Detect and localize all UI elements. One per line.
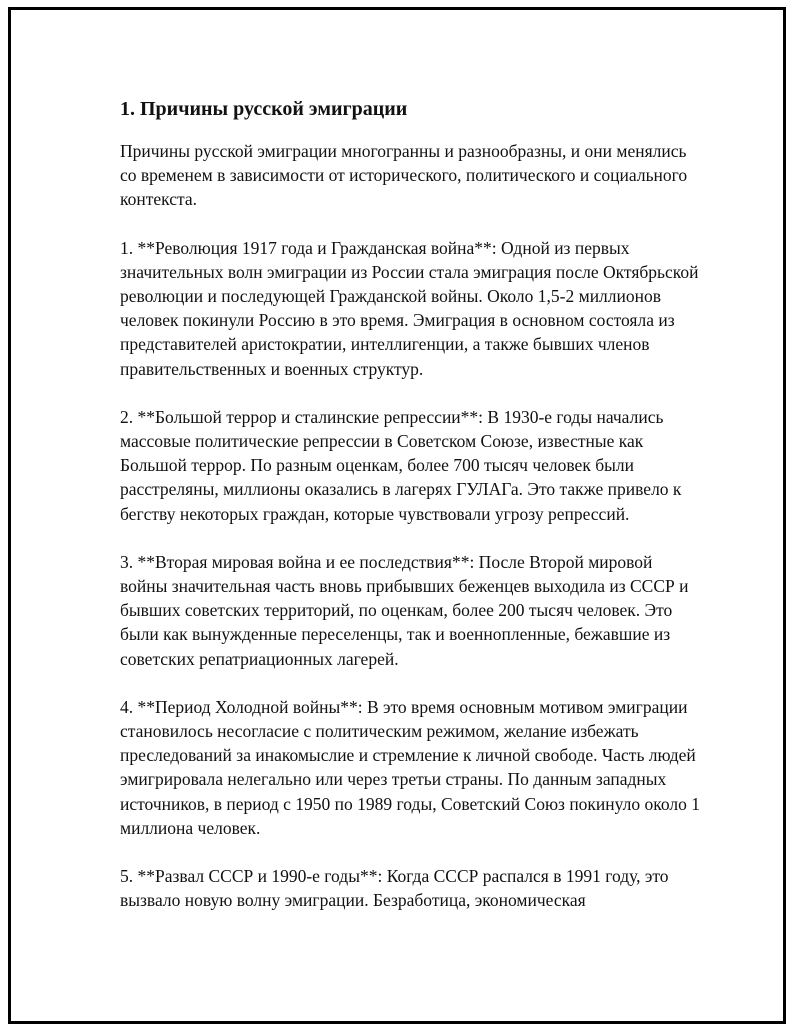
paragraph-cold-war: 4. **Период Холодной войны**: В это время основным мотивом эмиграции становилось несогласие с политическим режимом, желание избежать преследований за инакомыслие и стремление к личной свободе. Часть людей эмигрировала нелегально или через третьи страны. По данным западных источников, в период с 1950 по 1989 годы, Советский Союз покинуло около 1 миллиона человек. <box>120 696 700 838</box>
paragraph-ussr-collapse: 5. **Развал СССР и 1990-е годы**: Когда СССР распался в 1991 году, это вызвало новую волну эмиграции. Безработица, экономическая <box>120 866 669 911</box>
section-heading: 1. Причины русской эмиграции <box>120 98 408 120</box>
document-body <box>120 96 700 936</box>
paragraph-revolution: 1. **Революция 1917 года и Гражданская война**: Одной из первых значительных волн эмиграции из России стала эмиграция после Октябрьской революции и последующей Гражданской войны. Около 1,5-2 миллионов человек покинули Россию в это время. Эмиграция в основном состояла из представителей аристократии, интеллигенции, а также бывших членов правительственных и военных структур. <box>120 237 699 379</box>
intro-paragraph: Причины русской эмиграции многогранны и разнообразны, и они менялись со временем в зависимости от исторического, политического и социального контекста. <box>120 141 688 210</box>
paragraph-world-war-two: 3. **Вторая мировая война и ее последствия**: После Второй мировой войны значительная часть вновь прибывших беженцев выходила из СССР и бывших советских территорий, по оценкам, более 200 тысяч человек. Это были как вынужденные переселенцы, так и военнопленные, бежавшие из советских репатриационных лагерей. <box>120 551 689 669</box>
document-page <box>8 7 786 1024</box>
paragraph-great-terror: 2. **Большой террор и сталинские репрессии**: В 1930-е годы начались массовые политические репрессии в Советском Союзе, известные как Большой террор. По разным оценкам, более 700 тысяч человек были расстреляны, миллионы оказались в лагерях ГУЛАГа. Это также привело к бегству некоторых граждан, которые чувствовали угрозу репрессий. <box>120 406 682 524</box>
